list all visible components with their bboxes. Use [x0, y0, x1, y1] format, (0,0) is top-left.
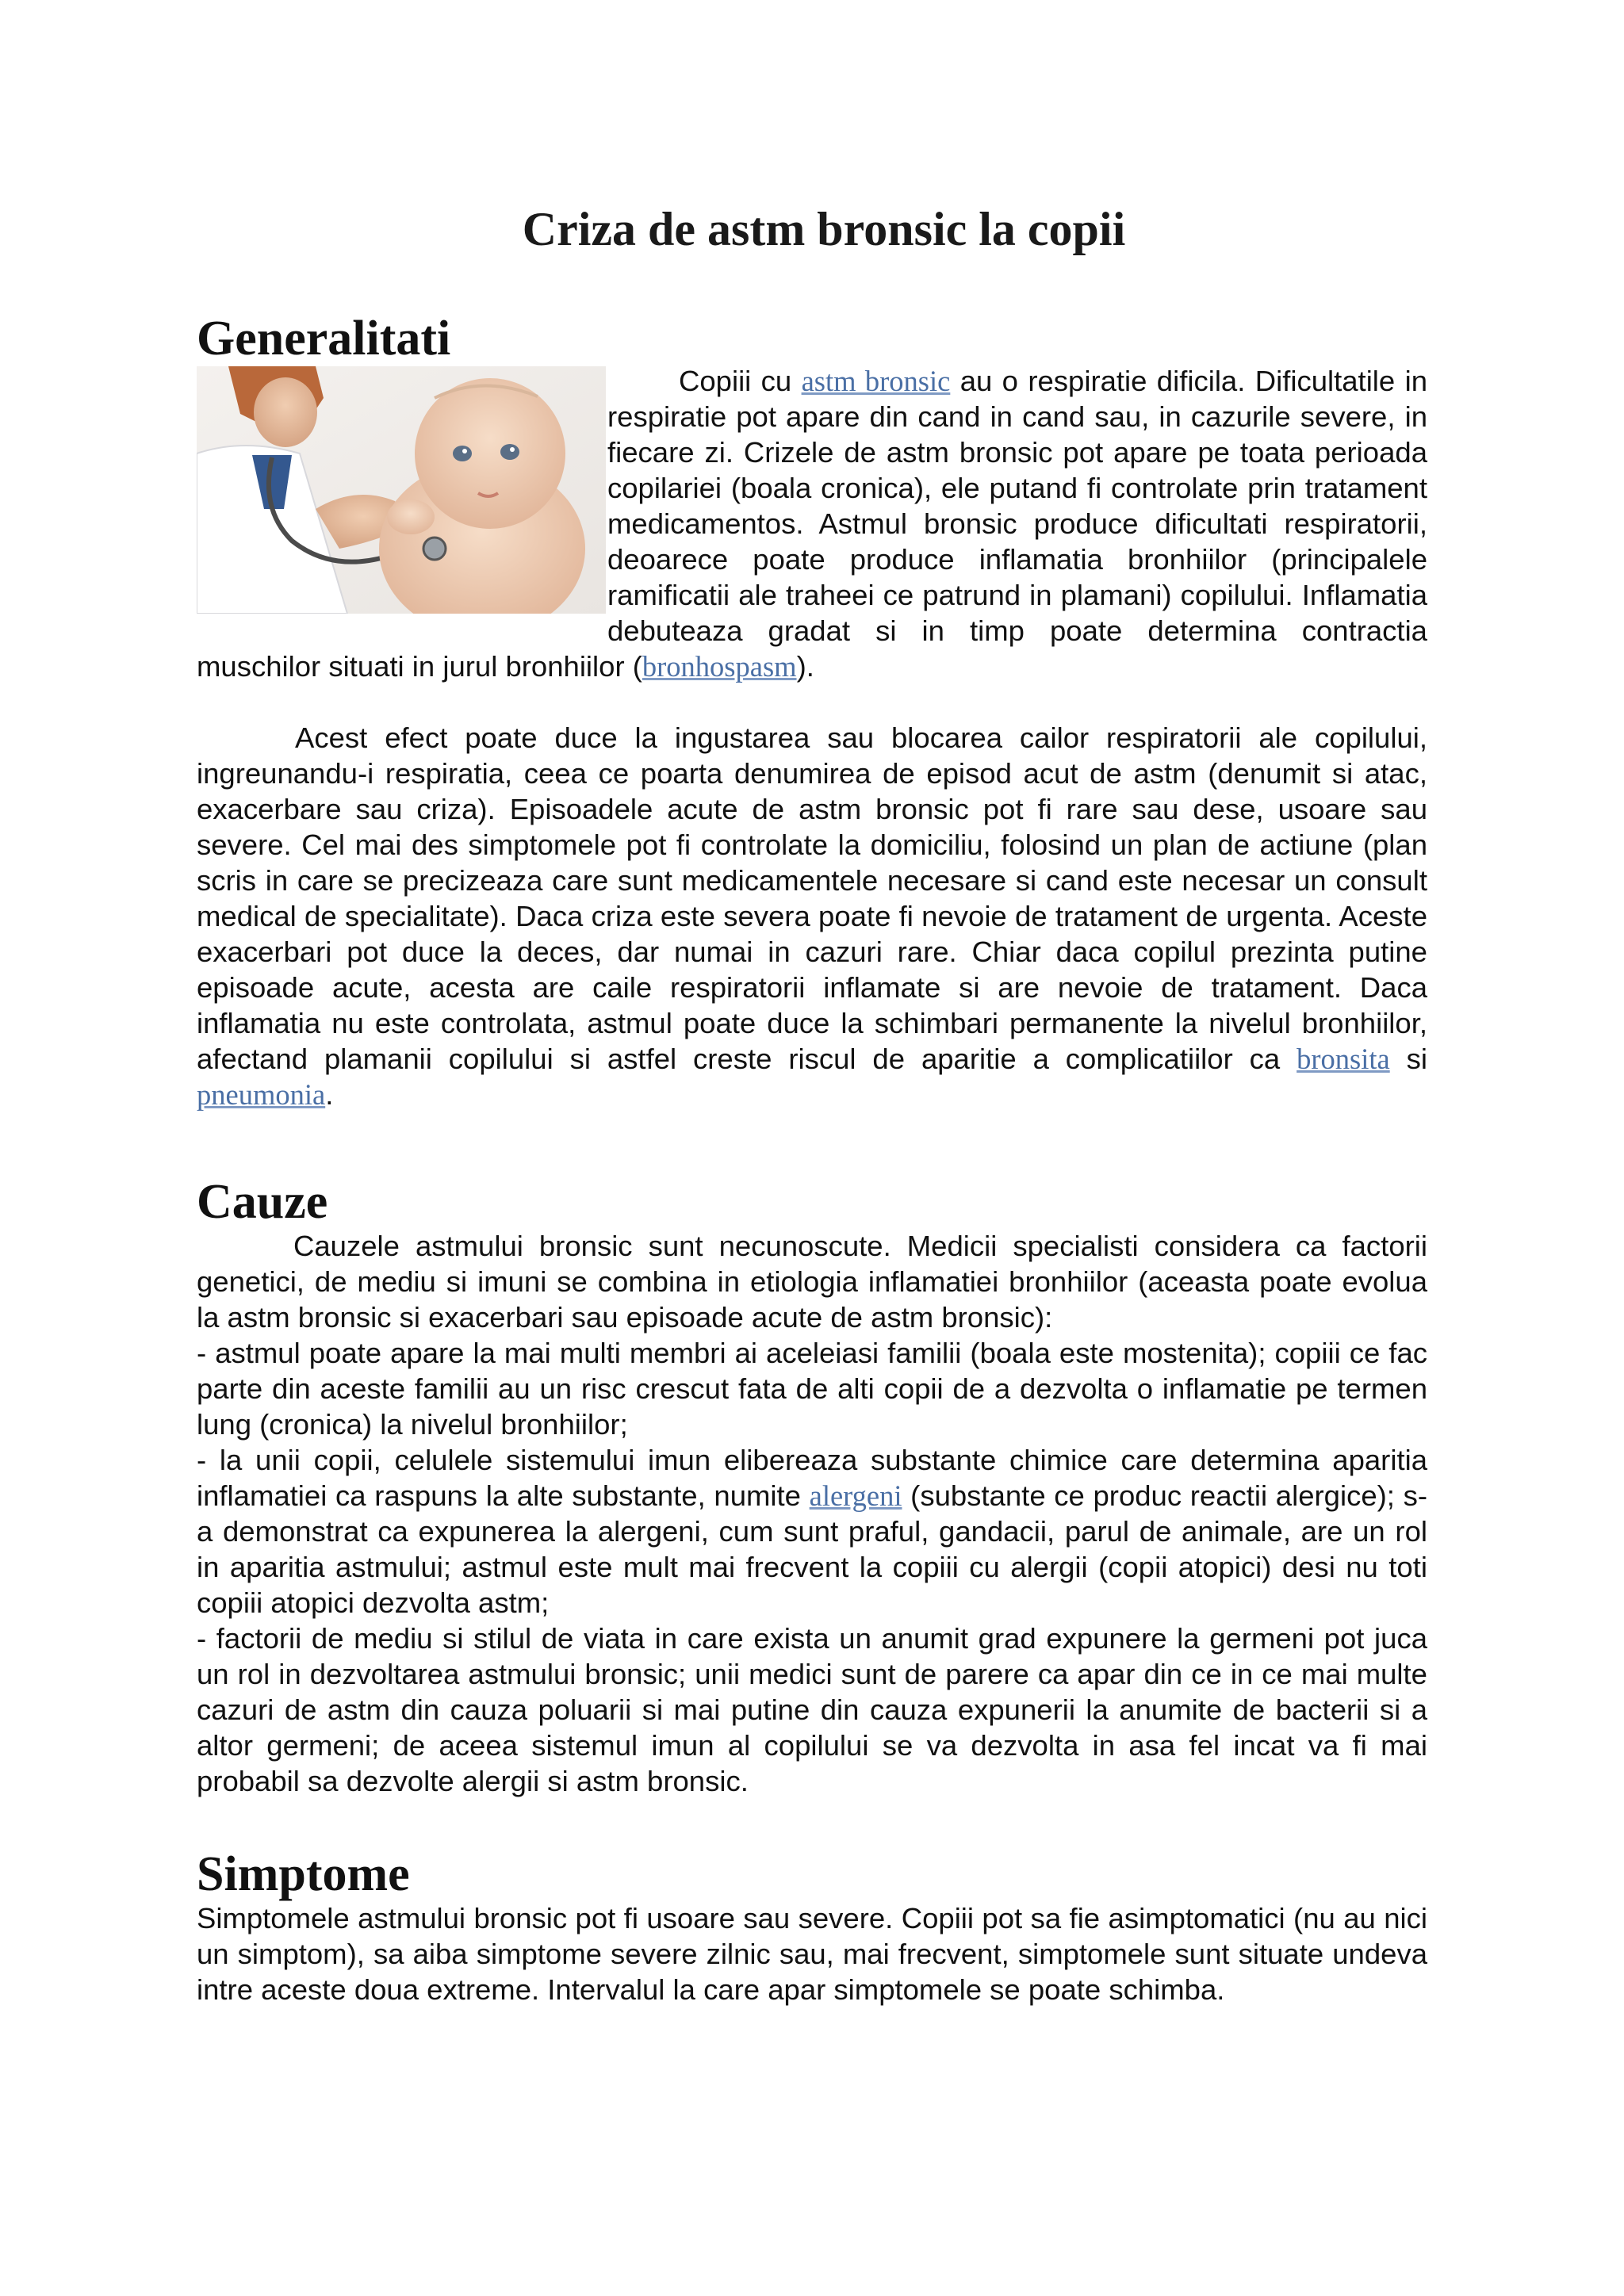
- section-heading-cauze: Cauze: [197, 1175, 328, 1229]
- link-alergeni[interactable]: alergeni: [809, 1479, 902, 1512]
- text-span: Copiii cu: [679, 365, 802, 397]
- text-span: au o respiratie dificila. Dificultatile in respiratie pot apare din cand in cand sau, in cazurile severe, in fiecare zi. Crizele de astm bronsic pot apare pe toata perioada copilariei (boala cronica), ele putand fi controlate prin tratament medicamentos. Astmul bronsic produce dificultati respiratorii, deoarece poate produce inflamatia bronhiilor (principalele ramificatii ale traheei ce patrund in plamani) copilului. Inflamatia debuteaza gradat si in timp poate determina contractia muschilor situati in jurul bronhiilor (: [197, 365, 1427, 683]
- cauze-item-1: - astmul poate apare la mai multi membri ai aceleiasi familii (boala este mostenita); copiii ce fac parte din aceste familii au un risc crescut fata de alti copii de a dezvolta o inflamatie pe termen lung (cronica) la nivelul bronhiilor;: [197, 1337, 1427, 1441]
- simptome-paragraph-1: Simptomele astmului bronsic pot fi usoare sau severe. Copiii pot sa fie asimptomatici (nu au nici un simptom), sa aiba simptome severe zilnic sau, mai frecvent, simptomele sunt situate undeva intre aceste doua extreme. Intervalul la care apar simptomele se poate schimba.: [197, 1902, 1427, 2006]
- cauze-intro: Cauzele astmului bronsic sunt necunoscute. Medicii specialisti considera ca factorii genetici, de mediu si imuni se combina in etiologia inflamatiei bronhiilor (aceasta poate evolua la astm bronsic si exacerbari sau episoade acute de astm bronsic):: [197, 1230, 1427, 1334]
- page-title: Criza de astm bronsic la copii: [522, 203, 1126, 255]
- link-astm-bronsic[interactable]: astm bronsic: [801, 365, 951, 397]
- link-bronsita[interactable]: bronsita: [1297, 1043, 1390, 1075]
- text-span: - la unii copii, celulele sistemului imun elibereaza substante chimice care determina aparitia inflamatiei ca raspuns la alte substante, numite: [197, 1444, 1427, 1512]
- text-span: ).: [796, 650, 814, 683]
- text-span: si: [1389, 1043, 1427, 1075]
- text-span: (substante ce produc reactii alergice); s-a demonstrat ca expunerea la alergeni, cum sunt praful, gandacii, parul de animale, are un rol in aparitia astmului; astmul este mult mai frecvent la copiii cu alergii (copii atopici) desi nu toti copiii atopici dezvolta astm;: [197, 1479, 1427, 1619]
- cauze-item-2: [197, 1442, 1427, 1621]
- section-heading-generalitati: Generalitati: [197, 312, 451, 365]
- section-heading-simptome: Simptome: [197, 1847, 410, 1901]
- text-span: .: [325, 1078, 334, 1111]
- doctor-baby-photo: [197, 366, 606, 614]
- link-bronhospasm[interactable]: bronhospasm: [642, 650, 797, 683]
- link-pneumonia[interactable]: pneumonia: [197, 1078, 326, 1111]
- document-content: [197, 190, 1427, 2007]
- cauze-item-3: - factorii de mediu si stilul de viata in care exista un anumit grad expunere la germeni pot juca un rol in dezvoltarea astmului bronsic; unii medici sunt de parere ca apar din ce in ce mai multe cazuri de astm din cauza poluarii si mai putine din cauza expunerii la anumite de bacterii si a altor germeni; de aceea sistemul imun al copilului se va dezvolta in asa fel incat va fi mai probabil sa dezvolte alergii si astm bronsic.: [197, 1622, 1427, 1797]
- generalitati-paragraph-2: [197, 720, 1427, 1112]
- text-span: Acest efect poate duce la ingustarea sau blocarea cailor respiratorii ale copilului, ingreunandu-i respiratia, ceea ce poarta denumirea de episod acut de astm (denumit si atac, exacerbare sau criza). Episoadele acute de astm bronsic pot fi rare sau dese, usoare sau severe. Cel mai des simptomele pot fi controlate la domiciliu, folosind un plan de actiune (plan scris in care se precizeaza care sunt medicamentele necesare si cand este necesar un consult medical de specialitate). Daca criza este severa poate fi nevoie de tratament de urgenta. Aceste exacerbari pot duce la deces, dar numai in cazuri rare. Chiar daca copilul prezinta putine episoade acute, acesta are caile respiratorii inflamate si are nevoie de tratament. Daca inflamatia nu este controlata, astmul poate duce la schimbari permanente la nivelul bronhiilor, afectand plamanii copilului si astfel creste riscul de aparitie a complicatiilor ca: [197, 721, 1427, 1075]
